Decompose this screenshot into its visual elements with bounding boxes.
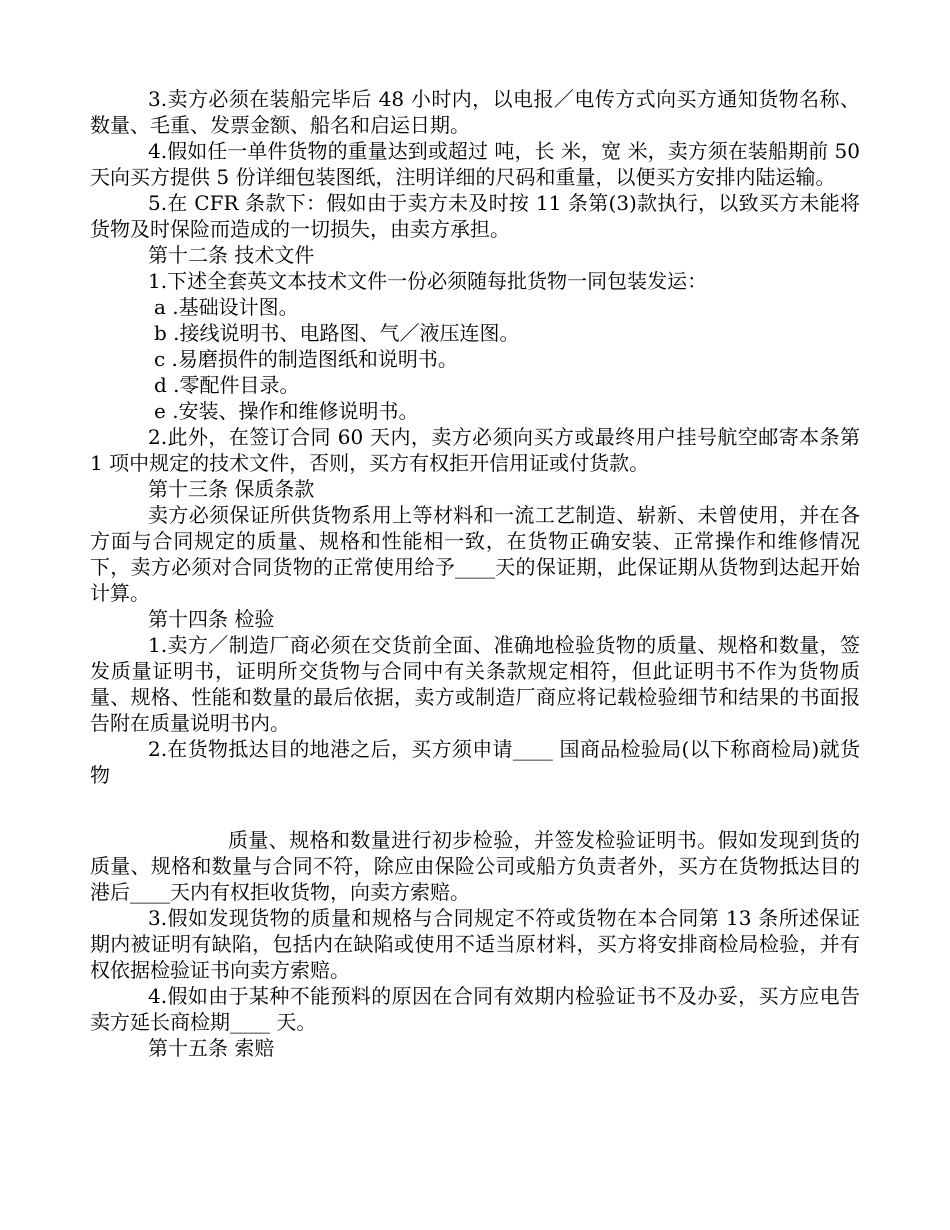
list-item: b .接线说明书、电路图、气／液压连图。 — [154, 321, 520, 345]
document-page — [90, 86, 860, 1061]
clause-12-item-2: 2.此外，在签订合同 60 天内，卖方必须向买方或最终用户挂号航空邮寄本条第 1 项中规定的技术文件，否则，买方有权拒开信用证或付货款。 — [90, 425, 860, 475]
list-item: a .基础设计图。 — [154, 295, 299, 319]
heading-article-15: 第十五条 索赔 — [148, 1036, 275, 1060]
clause-11-item-4: 4.假如任一单件货物的重量达到或超过 吨，长 米，宽 米，卖方须在装船期前 50 天向买方提供 5 份详细包装图纸，注明详细的尺码和重量，以便买方安排内陆运输。 — [90, 139, 860, 189]
heading-article-13: 第十三条 保质条款 — [148, 477, 315, 501]
clause-14-item-4: 4.假如由于某种不能预料的原因在合同有效期内检验证书不及办妥，买方应电告卖方延长商检期____ 天。 — [90, 984, 860, 1034]
clause-14-item-2: 2.在货物抵达目的地港之后，买方须申请____ 国商品检验局(以下称商检局)就货物 — [90, 737, 860, 787]
clause-13-body: 卖方必须保证所供货物系用上等材料和一流工艺制造、崭新、未曾使用，并在各方面与合同规定的质量、规格和性能相一致，在货物正确安装、正常操作和维修情况下，卖方必须对合同货物的正常使用给予____天的保证期，此保证期从货物到达起开始计算。 — [90, 503, 860, 605]
list-item: c .易磨损件的制造图纸和说明书。 — [154, 347, 458, 371]
paragraph-gap — [90, 788, 860, 827]
list-item: d .零配件目录。 — [154, 373, 300, 397]
clause-14-item-1: 1.卖方／制造厂商必须在交货前全面、准确地检验货物的质量、规格和数量，签发质量证明书，证明所交货物与合同中有关条款规定相符，但此证明书不作为货物质量、规格、性能和数量的最后依据，卖方或制造厂商应将记载检验细节和结果的书面报告附在质量说明书内。 — [90, 633, 860, 735]
clause-14-item-3: 3.假如发现货物的质量和规格与合同规定不符或货物在本合同第 13 条所述保证期内被证明有缺陷，包括内在缺陷或使用不适当原材料，买方将安排商检局检验，并有权依据检验证书向卖方索赔。 — [90, 906, 860, 982]
clause-11-item-3: 3.卖方必须在装船完毕后 48 小时内，以电报／电传方式向买方通知货物名称、数量、毛重、发票金额、船名和启运日期。 — [90, 87, 860, 137]
clause-11-item-5: 5.在 CFR 条款下：假如由于卖方未及时按 11 条第(3)款执行，以致买方未能将货物及时保险而造成的一切损失，由卖方承担。 — [90, 191, 860, 241]
clause-12-item-1: 1.下述全套英文本技术文件一份必须随每批货物一同包装发运： — [148, 269, 708, 293]
heading-article-12: 第十二条 技术文件 — [148, 243, 315, 267]
list-item: e .安装、操作和维修说明书。 — [154, 399, 419, 423]
clause-14-item-2-continued: 质量、规格和数量进行初步检验，并签发检验证明书。假如发现到货的质量、规格和数量与合同不符，除应由保险公司或船方负责者外，买方在货物抵达目的港后____天内有权拒收货物，向卖方索赔。 — [90, 828, 860, 904]
heading-article-14: 第十四条 检验 — [148, 607, 275, 631]
